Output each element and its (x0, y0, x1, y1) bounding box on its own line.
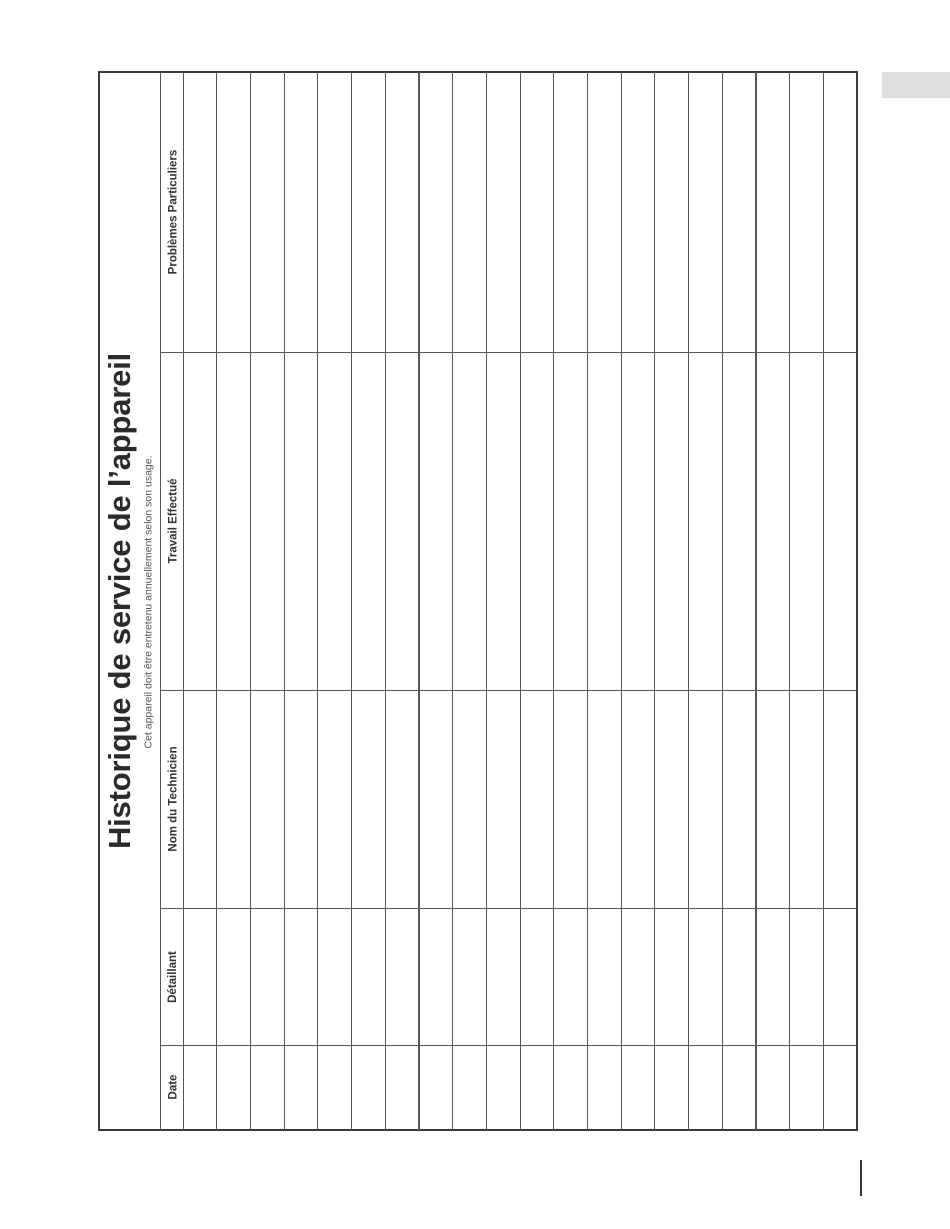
table-row-divider (486, 72, 487, 1130)
table-row-divider (216, 72, 217, 1130)
table-row-divider (284, 72, 285, 1130)
page-title: Historique de service de l’appareil (102, 352, 138, 850)
table-row-divider (452, 72, 453, 1130)
column-header-work: Travail Effectué (167, 478, 180, 564)
column-divider (160, 908, 857, 909)
table-row-divider (553, 72, 554, 1130)
column-header-retailer: Détaillant (166, 951, 179, 1003)
column-divider (160, 1045, 857, 1046)
column-header-date: Date (166, 1074, 179, 1100)
table-row-divider (385, 72, 386, 1130)
table-row-divider (351, 72, 352, 1130)
page-subtitle: Cet appareil doit être entretenu annuellement selon son usage. (142, 455, 155, 749)
table-row-divider (317, 72, 318, 1130)
section-tab (882, 72, 950, 98)
table-row-divider (621, 72, 622, 1130)
table-row-divider (587, 72, 588, 1130)
table-row-divider (418, 72, 419, 1130)
table-row-divider (183, 72, 184, 1130)
column-divider (160, 690, 857, 691)
service-history-table (98, 71, 858, 1131)
page-margin-rule (860, 1160, 862, 1196)
table-row-divider (520, 72, 521, 1130)
header-band-divider (160, 72, 161, 1130)
table-row-divider (654, 72, 655, 1130)
column-header-technician: Nom du Technicien (167, 746, 180, 852)
table-row-divider (688, 72, 689, 1130)
table-row-divider (823, 72, 824, 1130)
table-row-divider (250, 72, 251, 1130)
table-row-divider (789, 72, 790, 1130)
table-row-divider (755, 72, 756, 1130)
column-header-problems: Problèmes Particuliers (166, 149, 179, 275)
table-row-divider (722, 72, 723, 1130)
column-divider (160, 352, 857, 353)
